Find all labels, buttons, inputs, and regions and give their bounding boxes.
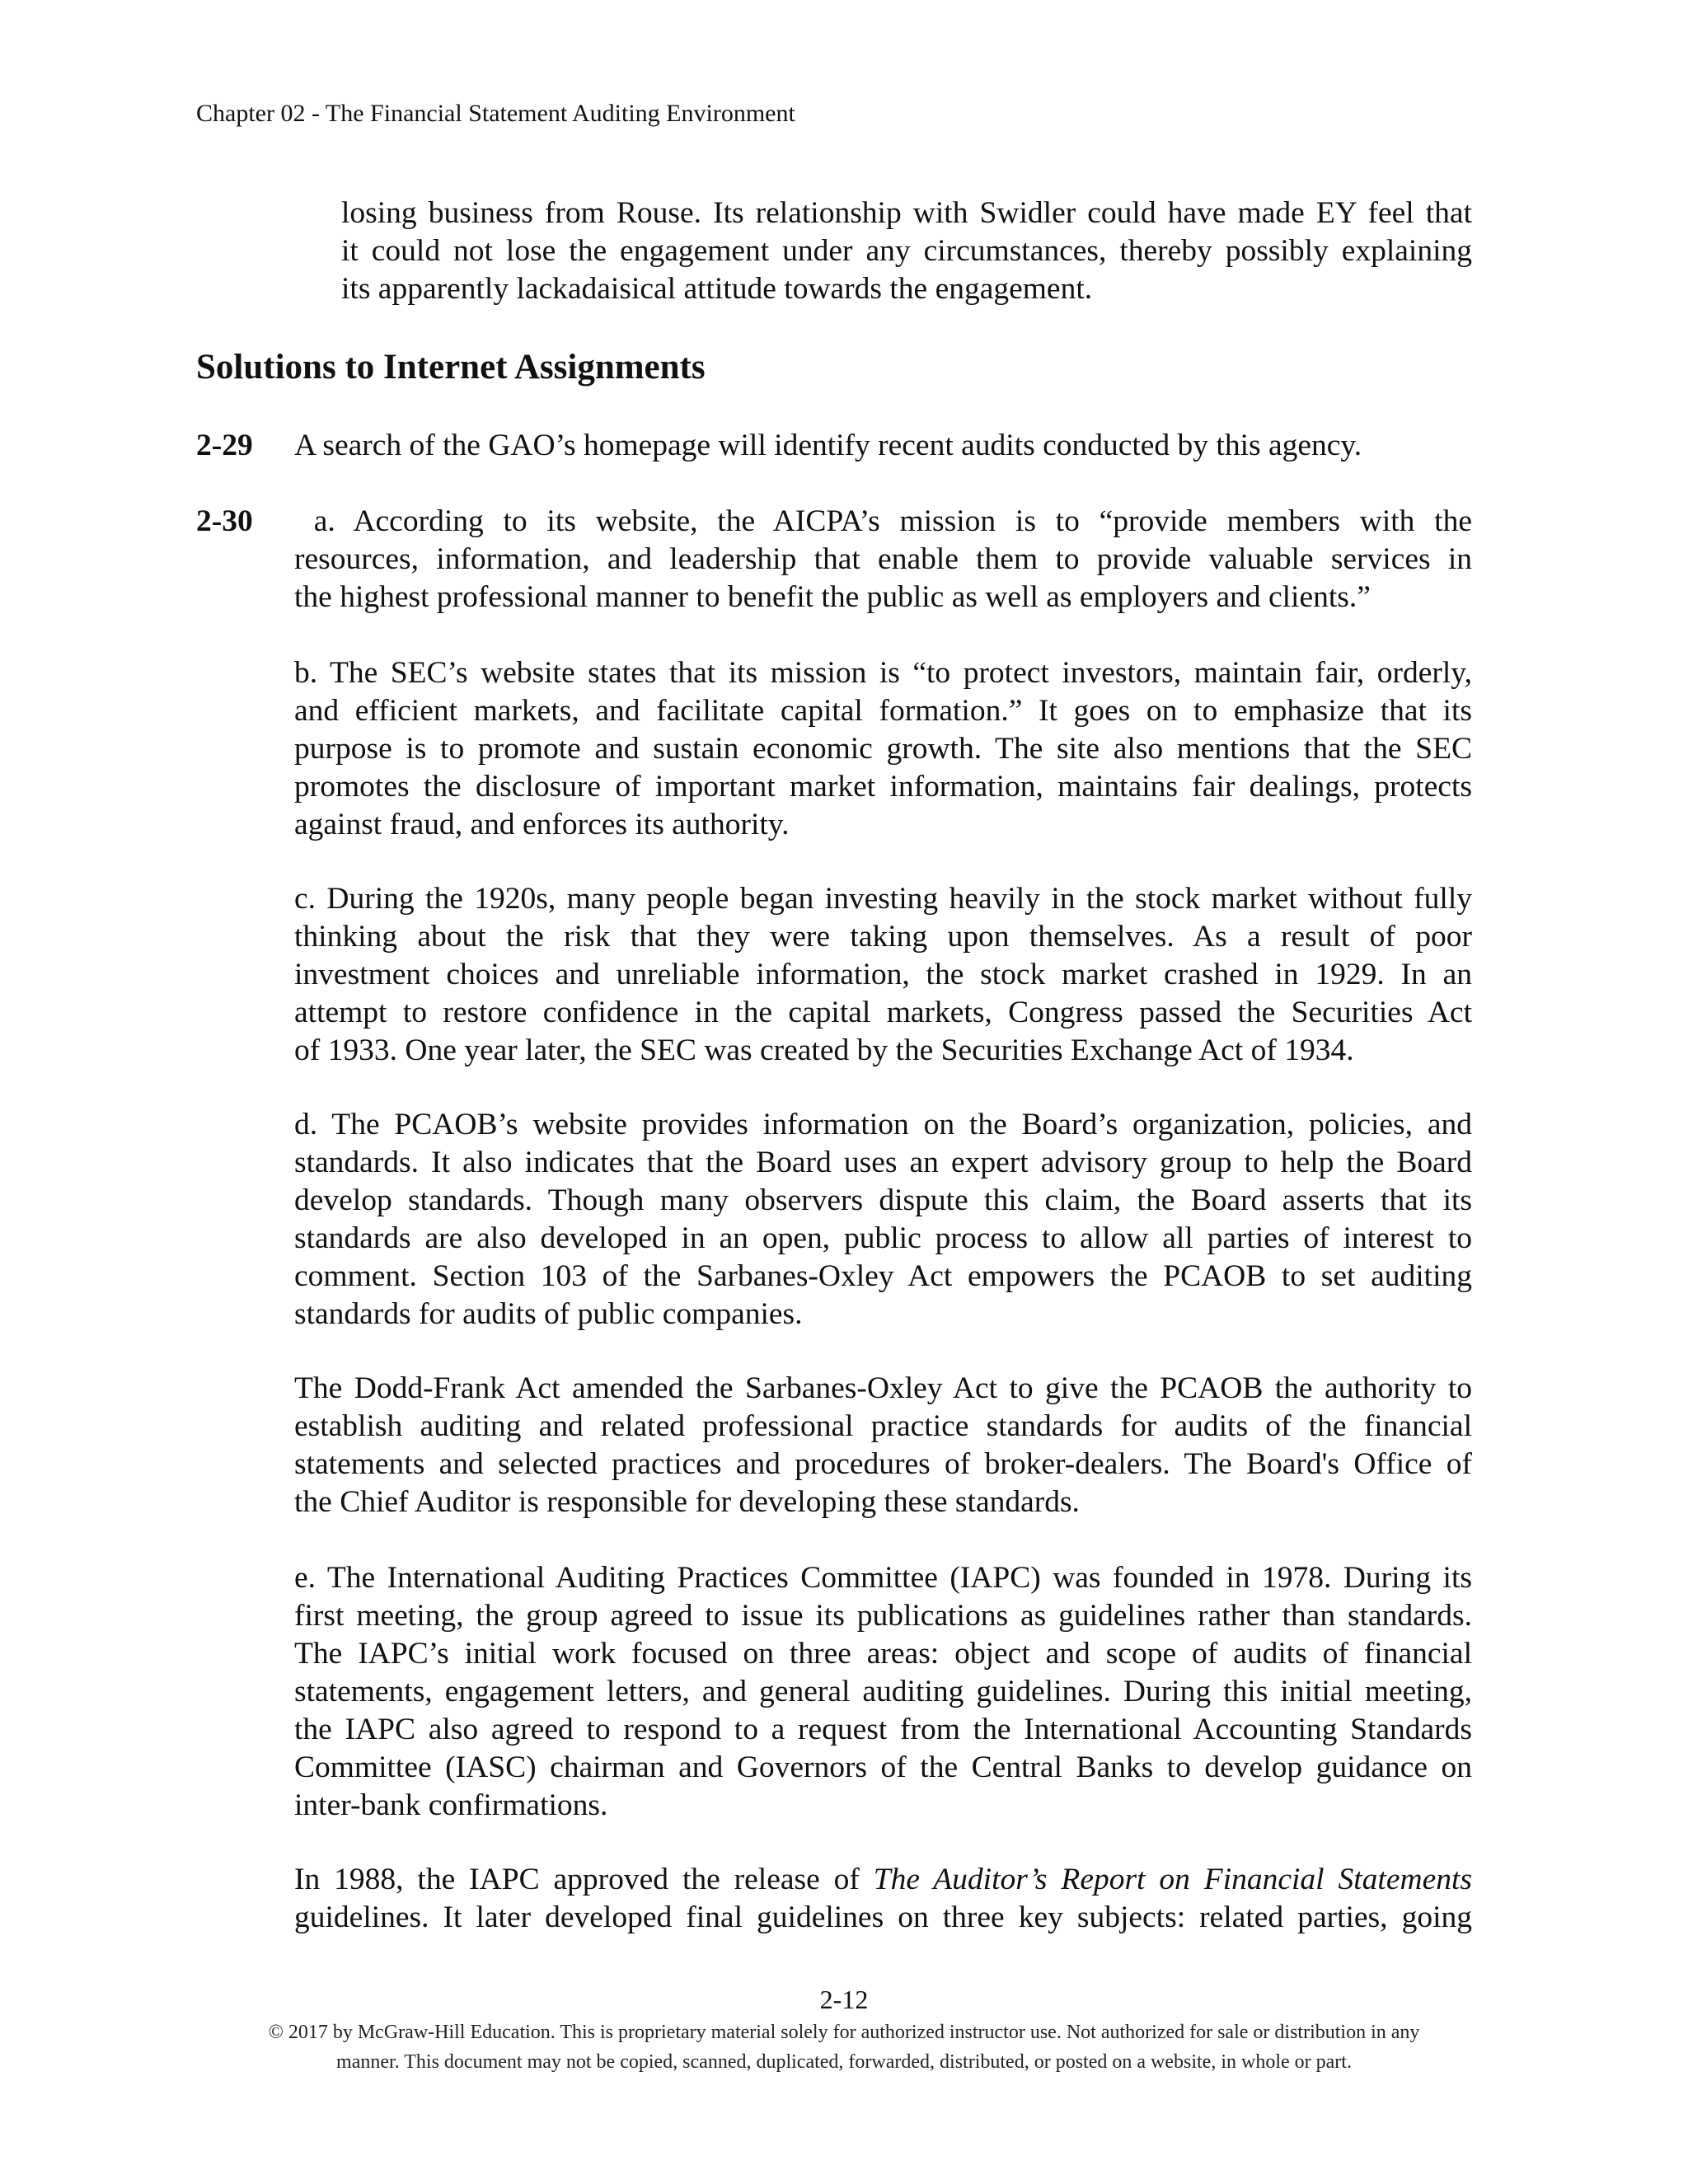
paragraph-line: inter-bank confirmations. <box>294 1788 608 1822</box>
question-number-2-30: 2-30 <box>196 504 253 538</box>
page-number: 2-12 <box>819 1985 869 2014</box>
paragraph-line <box>294 1861 1472 1899</box>
paragraph-line: guidelines. It later developed final guidelines on three key subjects: related parties, going <box>294 1900 1472 1934</box>
question-number-2-29: 2-29 <box>196 429 253 462</box>
answer-2-29 <box>294 427 1472 465</box>
answer-2-30-part-a <box>294 503 1472 616</box>
paragraph-line: comment. Section 103 of the Sarbanes-Oxley Act empowers the PCAOB to set auditing <box>294 1259 1472 1293</box>
paragraph-line: promotes the disclosure of important market information, maintains fair dealings, protects <box>294 770 1472 804</box>
line-text: In 1988, the IAPC approved the release of <box>294 1863 874 1896</box>
paragraph-line: investment choices and unreliable information, the stock market crashed in 1929. In an <box>294 958 1472 991</box>
paragraph-line: establish auditing and related professional practice standards for audits of the financial <box>294 1409 1472 1443</box>
paragraph-line: c. During the 1920s, many people began investing heavily in the stock market without fully <box>294 882 1472 916</box>
copyright-line: manner. This document may not be copied, scanned, duplicated, forwarded, distributed, or posted on a website, in whole or part. <box>336 2051 1352 2073</box>
section-heading: Solutions to Internet Assignments <box>196 348 706 387</box>
paragraph-line: develop standards. Though many observers dispute this claim, the Board asserts that its <box>294 1183 1472 1217</box>
paragraph-line: standards. It also indicates that the Board uses an expert advisory group to help the Board <box>294 1146 1472 1179</box>
answer-2-30-part-d <box>294 1106 1472 1333</box>
paragraph-line: the IAPC also agreed to respond to a request from the International Accounting Standards <box>294 1713 1472 1746</box>
copyright-notice <box>0 2018 1688 2077</box>
paragraph-line: and efficient markets, and facilitate capital formation.” It goes on to emphasize that its <box>294 694 1472 728</box>
paragraph-line: standards are also developed in an open, public process to allow all parties of interest to <box>294 1221 1472 1255</box>
paragraph-line: The IAPC’s initial work focused on three areas: object and scope of audits of financial <box>294 1637 1472 1671</box>
paragraph-line: a. According to its website, the AICPA’s mission is to “provide members with the <box>294 504 1472 538</box>
paragraph-line: Committee (IASC) chairman and Governors of the Central Banks to develop guidance on <box>294 1750 1472 1784</box>
publication-title: The Auditor’s Report on Financial Statements <box>873 1863 1472 1896</box>
paragraph-line: d. The PCAOB’s website provides information on the Board’s organization, policies, and <box>294 1108 1472 1141</box>
running-header: Chapter 02 - The Financial Statement Auditing Environment <box>196 100 795 127</box>
paragraph-line: losing business from Rouse. Its relationship with Swidler could have made EY feel that <box>341 196 1472 230</box>
paragraph-line: standards for audits of public companies. <box>294 1297 803 1331</box>
paragraph-line: it could not lose the engagement under any circumstances, thereby possibly explaining <box>341 234 1472 268</box>
paragraph-line: e. The International Auditing Practices Committee (IAPC) was founded in 1978. During its <box>294 1561 1472 1595</box>
paragraph-line: purpose is to promote and sustain economic growth. The site also mentions that the SEC <box>294 732 1472 766</box>
continuation-paragraph <box>341 194 1472 308</box>
paragraph-line: resources, information, and leadership that enable them to provide valuable services in <box>294 542 1472 576</box>
paragraph-line: b. The SEC’s website states that its mission is “to protect investors, maintain fair, orderly, <box>294 656 1472 690</box>
paragraph-line: The Dodd-Frank Act amended the Sarbanes-Oxley Act to give the PCAOB the authority to <box>294 1371 1472 1405</box>
answer-2-30-part-e-continued <box>294 1861 1472 1937</box>
answer-2-30-part-d-continued <box>294 1370 1472 1521</box>
paragraph-line: against fraud, and enforces its authority. <box>294 808 790 841</box>
paragraph-line: the Chief Auditor is responsible for developing these standards. <box>294 1485 1080 1519</box>
paragraph-line: A search of the GAO’s homepage will identify recent audits conducted by this agency. <box>294 429 1362 462</box>
paragraph-line: its apparently lackadaisical attitude towards the engagement. <box>341 272 1093 306</box>
paragraph-line: thinking about the risk that they were taking upon themselves. As a result of poor <box>294 920 1472 954</box>
answer-2-30-part-e <box>294 1559 1472 1825</box>
answer-2-30-part-b <box>294 654 1472 844</box>
paragraph-line: first meeting, the group agreed to issue its publications as guidelines rather than standards. <box>294 1599 1472 1633</box>
answer-2-30-part-c <box>294 880 1472 1070</box>
paragraph-line: attempt to restore confidence in the capital markets, Congress passed the Securities Act <box>294 996 1472 1029</box>
paragraph-line: of 1933. One year later, the SEC was created by the Securities Exchange Act of 1934. <box>294 1033 1354 1067</box>
paragraph-line: statements, engagement letters, and general auditing guidelines. During this initial meeting, <box>294 1675 1472 1708</box>
paragraph-line: statements and selected practices and procedures of broker-dealers. The Board's Office of <box>294 1447 1472 1481</box>
paragraph-line: the highest professional manner to benefit the public as well as employers and clients.” <box>294 580 1371 614</box>
copyright-line: © 2017 by McGraw-Hill Education. This is proprietary material solely for authorized instructor use. Not authorized for sale or distribution in any <box>268 2022 1420 2043</box>
